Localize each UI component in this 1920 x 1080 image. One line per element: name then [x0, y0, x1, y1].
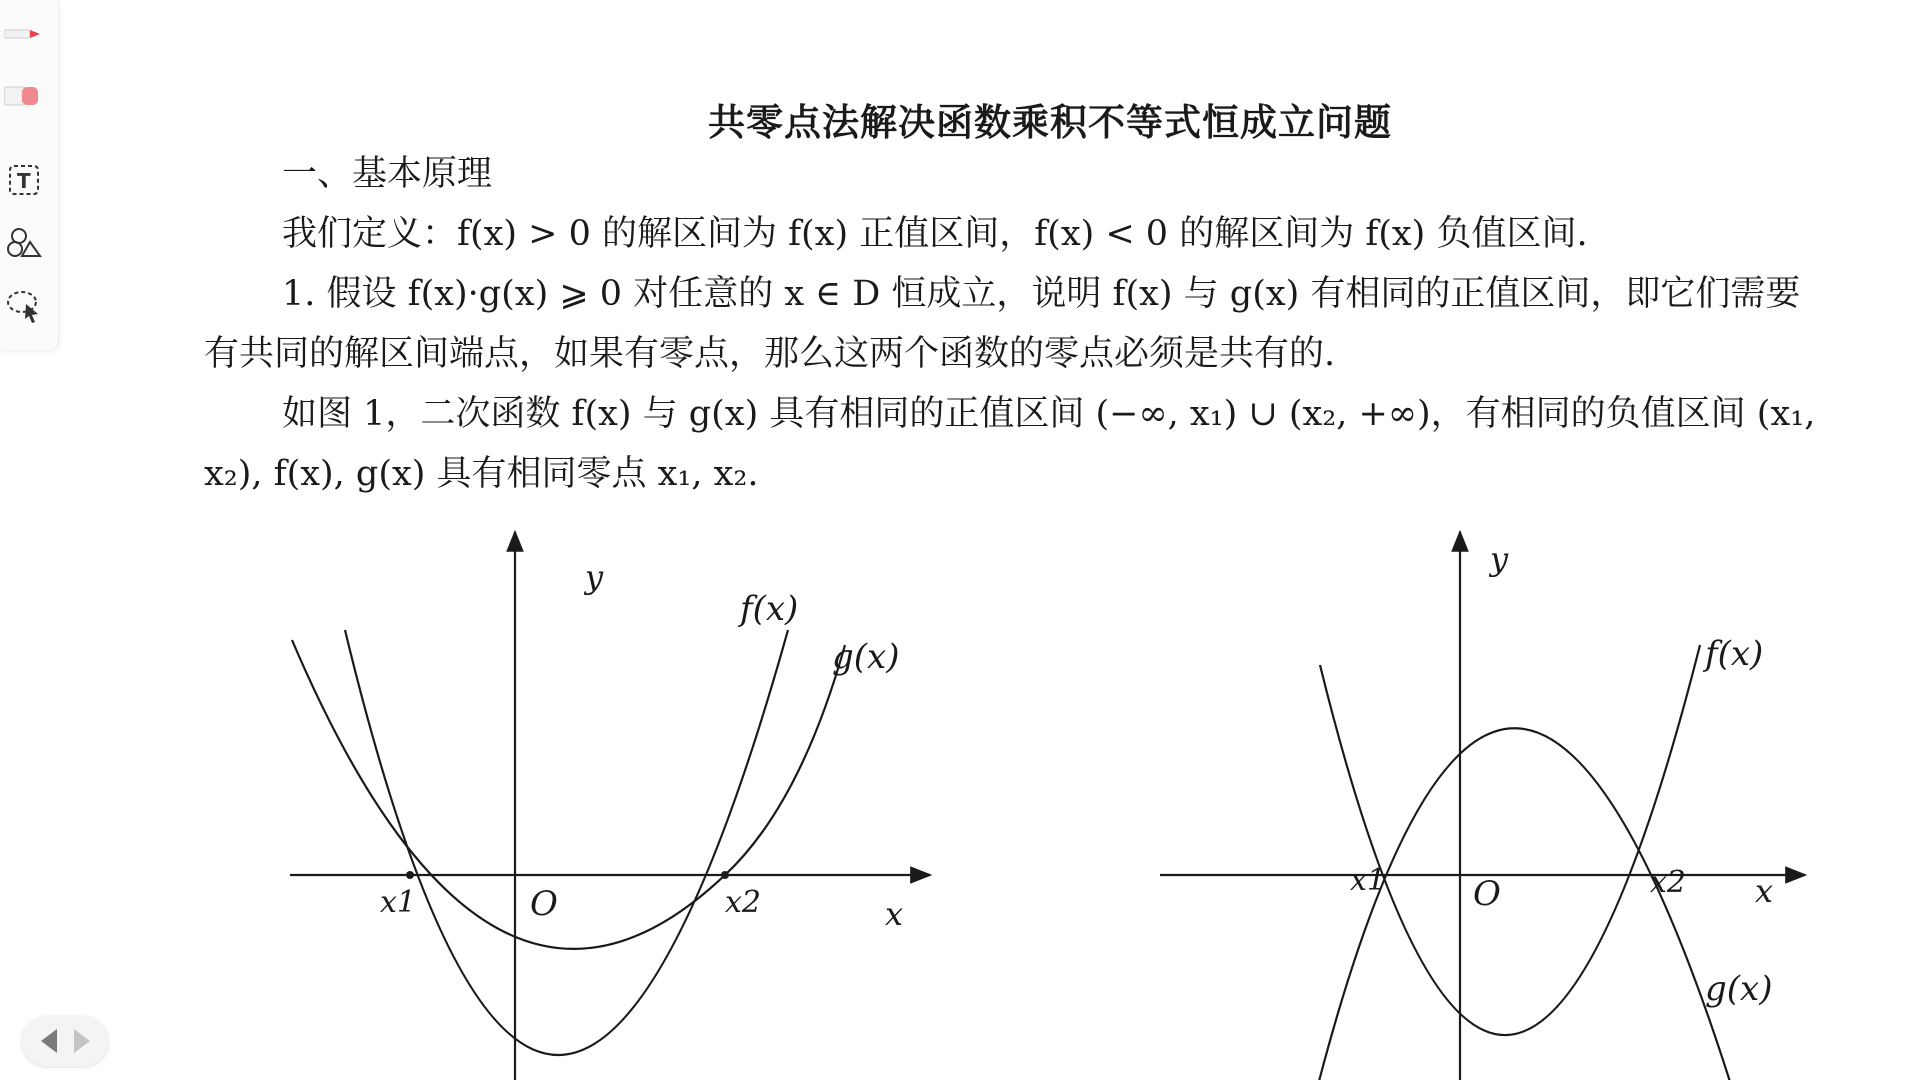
figure-1 [280, 520, 960, 1080]
y-axis-label: y [1490, 540, 1509, 578]
paragraph-definition: 我们定义：f(x) > 0 的解区间为 f(x) 正值区间，f(x) < 0 的解区间为 f(x) 负值区间. [282, 214, 1588, 254]
f-curve [345, 630, 788, 1055]
paragraph-2-line-2: x₂), f(x), g(x) 具有相同零点 x₁, x₂. [204, 454, 759, 494]
x-axis-label: x [1755, 872, 1774, 910]
x2-label: x2 [725, 885, 762, 920]
paragraph-1-line-1: 1. 假设 f(x)·g(x) ⩾ 0 对任意的 x ∈ D 恒成立，说明 f(x) 与 g(x) 有相同的正值区间，即它们需要 [282, 274, 1801, 314]
g-curve-label: g(x) [1705, 969, 1773, 1009]
x1-label: x1 [1350, 863, 1387, 898]
x2-label: x2 [1650, 865, 1687, 900]
g-curve [1318, 728, 1732, 1080]
svg-text:T: T [17, 169, 31, 193]
f-curve [1320, 645, 1700, 1035]
y-axis-label: y [585, 558, 604, 596]
g-curve-label: g(x) [832, 637, 900, 677]
zero-point-x1 [406, 871, 414, 879]
zero-point-x2 [721, 871, 729, 879]
f-curve-label: f(x) [740, 589, 799, 629]
f-curve-label: f(x) [1705, 634, 1764, 674]
figure-2 [1140, 520, 1820, 1080]
origin-label: O [530, 884, 558, 924]
g-curve [292, 640, 845, 949]
x-axis-label: x [885, 895, 904, 933]
origin-label: O [1473, 874, 1501, 914]
x1-label: x1 [380, 885, 417, 920]
page-title: 共零点法解决函数乘积不等式恒成立问题 [708, 101, 1392, 144]
section-heading: 一、基本原理 [282, 154, 493, 194]
paragraph-1-line-2: 有共同的解区间端点，如果有零点，那么这两个函数的零点必须是共有的. [204, 334, 1336, 374]
paragraph-2-line-1: 如图 1，二次函数 f(x) 与 g(x) 具有相同的正值区间 (−∞, x₁) ∪ (x₂, +∞)，有相同的负值区间 (x₁, [282, 394, 1816, 434]
